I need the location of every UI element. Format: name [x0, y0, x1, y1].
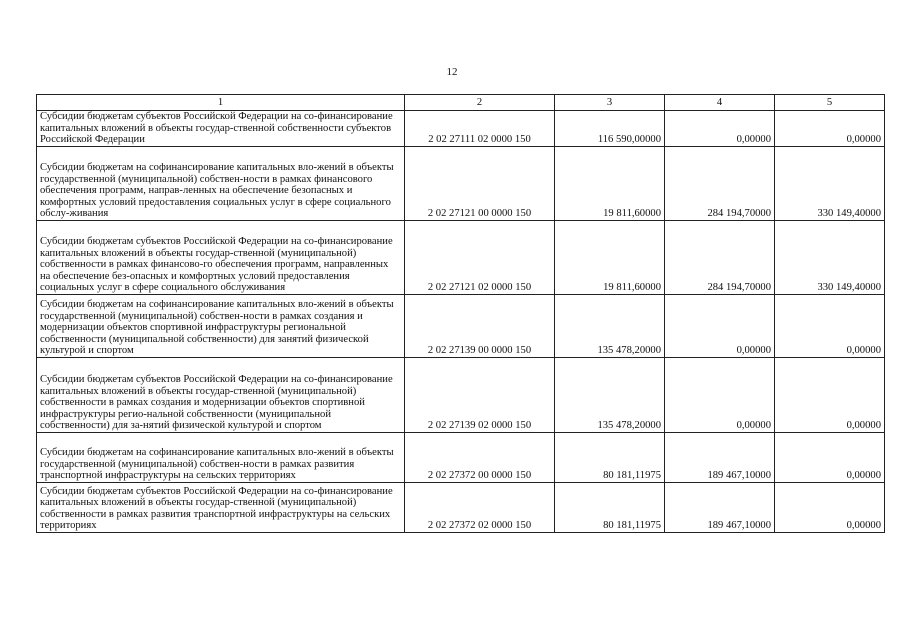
row-code-cell: 2 02 27111 02 0000 150 — [405, 111, 555, 147]
row-value-col4: 189 467,10000 — [665, 483, 775, 533]
row-value-col5: 0,00000 — [775, 483, 885, 533]
header-row — [37, 95, 885, 111]
header-cell: 4 — [665, 95, 775, 111]
row-name-cell: Субсидии бюджетам на софинансирование капитальных вло-жений в объекты государственной (муниципальной) собствен-ности в рамках создания и модернизации объектов спортивной инфраструктуры региональной собственности (муниципальной собственности) для занятий физической культурой и спортом — [37, 295, 405, 358]
page-number: 12 — [446, 66, 458, 78]
row-code-cell: 2 02 27121 02 0000 150 — [405, 221, 555, 295]
table-row — [37, 433, 885, 483]
row-value-col4: 0,00000 — [665, 111, 775, 147]
table-row — [37, 295, 885, 358]
header-cell: 5 — [775, 95, 885, 111]
row-code-cell: 2 02 27121 00 0000 150 — [405, 147, 555, 221]
row-value-col4: 189 467,10000 — [665, 433, 775, 483]
row-name-cell: Субсидии бюджетам субъектов Российской Федерации на со-финансирование капитальных вложений в объекты государ-ственной (муниципальной) собственности в рамках создания и модернизации объектов спортивной инфраструктуры регио-нальной собственности (муниципальной собственности) для за-нятий физической культурой и спортом — [37, 358, 405, 433]
row-value-col4: 284 194,70000 — [665, 221, 775, 295]
row-value-col4: 0,00000 — [665, 358, 775, 433]
row-value-col5: 330 149,40000 — [775, 147, 885, 221]
row-value-col3: 135 478,20000 — [555, 358, 665, 433]
table-row — [37, 483, 885, 533]
row-name-cell: Субсидии бюджетам субъектов Российской Федерации на со-финансирование капитальных вложений в объекты государ-ственной (муниципальной) собственности в рамках развития транспортной инфраструктуры на сельских территориях — [37, 483, 405, 533]
row-value-col5: 330 149,40000 — [775, 221, 885, 295]
table-row — [37, 221, 885, 295]
row-value-col5: 0,00000 — [775, 295, 885, 358]
row-value-col4: 284 194,70000 — [665, 147, 775, 221]
row-code-cell: 2 02 27372 02 0000 150 — [405, 483, 555, 533]
row-name-cell: Субсидии бюджетам на софинансирование капитальных вло-жений в объекты государственной (муниципальной) собствен-ности в рамках развития транспортной инфраструктуры на сельских территориях — [37, 433, 405, 483]
row-value-col5: 0,00000 — [775, 358, 885, 433]
header-cell: 1 — [37, 95, 405, 111]
row-code-cell: 2 02 27139 00 0000 150 — [405, 295, 555, 358]
row-name-cell: Субсидии бюджетам субъектов Российской Федерации на со-финансирование капитальных вложений в объекты государ-ственной собственности субъектов Российской Федерации — [37, 111, 405, 147]
header-cell: 2 — [405, 95, 555, 111]
row-value-col3: 80 181,11975 — [555, 433, 665, 483]
row-code-cell: 2 02 27372 00 0000 150 — [405, 433, 555, 483]
table-row — [37, 358, 885, 433]
table-row — [37, 147, 885, 221]
header-cell: 3 — [555, 95, 665, 111]
row-value-col3: 116 590,00000 — [555, 111, 665, 147]
table-row — [37, 111, 885, 147]
row-value-col3: 19 811,60000 — [555, 221, 665, 295]
row-value-col5: 0,00000 — [775, 433, 885, 483]
row-value-col5: 0,00000 — [775, 111, 885, 147]
row-code-cell: 2 02 27139 02 0000 150 — [405, 358, 555, 433]
row-name-cell: Субсидии бюджетам субъектов Российской Федерации на со-финансирование капитальных вложений в объекты государ-ственной (муниципальной) собственности в рамках финансово-го обеспечения программ, направленных на обеспечение без-опасных и комфортных условий предоставления социальных услуг в сфере социального обслуживания — [37, 221, 405, 295]
budget-table — [36, 94, 885, 533]
row-value-col3: 80 181,11975 — [555, 483, 665, 533]
row-value-col3: 19 811,60000 — [555, 147, 665, 221]
row-value-col3: 135 478,20000 — [555, 295, 665, 358]
row-value-col4: 0,00000 — [665, 295, 775, 358]
row-name-cell: Субсидии бюджетам на софинансирование капитальных вло-жений в объекты государственной (муниципальной) собствен-ности в рамках финансового обеспечения программ, направ-ленных на обеспечение безопасных и комфортных условий предоставления социальных услуг в сфере социального обслу-живания — [37, 147, 405, 221]
